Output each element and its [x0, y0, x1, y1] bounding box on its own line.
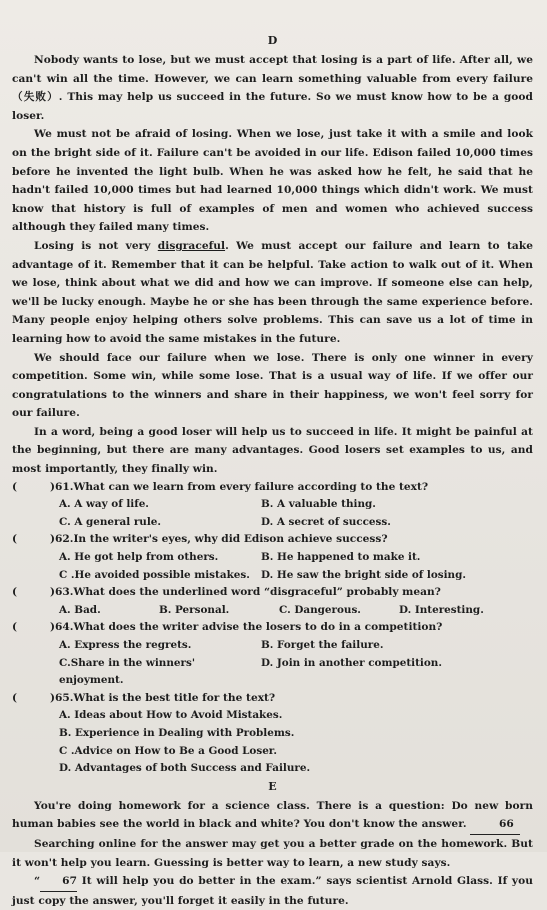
options-row: [12, 655, 533, 690]
option-a[interactable]: A. Express the regrets.: [59, 639, 192, 651]
option-c[interactable]: C. A general rule.: [59, 515, 162, 528]
options-row: [12, 549, 533, 567]
option-d[interactable]: D. He saw the bright side of losing.: [261, 568, 466, 581]
option-d[interactable]: D. A secret of success.: [261, 515, 391, 528]
question-61: [12, 479, 533, 497]
section-d-heading: D: [267, 34, 278, 47]
option-a[interactable]: A. Bad.: [59, 603, 101, 616]
options-row: [12, 602, 533, 620]
option-c[interactable]: C .He avoided possible mistakes.: [59, 568, 250, 581]
passage-d-paragraph-5: In a word, being a good loser will help us to succeed in life. It might be painful at the beginning, but there are many advantages. Good losers set examples to us, and most importantly, they finally win.: [12, 425, 533, 476]
option-b[interactable]: B. He happened to make it.: [261, 551, 421, 564]
question-stem: )61.What can we learn from every failure according to the text?: [50, 480, 429, 493]
open-quote: “: [34, 875, 41, 888]
paragraph-text: It will help you do better in the exam.” says scientist Arnold Glass. If you just copy the answer, you'll forget it easily in the future.: [12, 875, 533, 907]
passage-d-paragraph-2: We must not be afraid of losing. When we lose, just take it with a smile and look on the bright side of it. Failure can't be avoided in our life. Edison failed 10,000 times before he invented the light bulb. When he was asked how he felt, he said that he hadn't failed 10,000 times but had learned 10,000 things which didn't work. We must know that history is full of examples of men and women who achieved success although they failed many times.: [12, 128, 533, 234]
answer-bracket[interactable]: (: [12, 691, 18, 704]
blank-67[interactable]: 67: [40, 872, 77, 892]
question-64: [12, 619, 533, 637]
question-stem: )63.What does the underlined word “disgraceful” probably mean?: [50, 586, 441, 599]
option-d[interactable]: D. Interesting.: [399, 603, 484, 616]
option-b[interactable]: B. Forget the failure.: [261, 639, 384, 651]
answer-bracket[interactable]: (: [12, 621, 18, 634]
paragraph-text: You're doing homework for a science class. There is a question: Do new born human babies see the world in black and white? You don't know the answer.: [12, 799, 533, 831]
answer-bracket[interactable]: (: [12, 480, 18, 493]
paragraph-3-rest: . We must accept our failure and learn to take advantage of it. Remember that it can be helpful. Take action to walk out of it. When we lose, think about what we did and how we can improve. If someone else can help, we'll be lucky enough. Maybe he or she has been through the same experience before. Many people enjoy helping others solve problems. This can save us a lot of time in learning how to avoid the same mistakes in the future.: [12, 239, 533, 345]
passage-d-paragraph-1: Nobody wants to lose, but we must accept that losing is a part of life. After all, we can't win all the time. However, we can learn something valuable from every failure（失败）. This may help us succeed in the future. So we must know how to be a good loser.: [12, 54, 533, 122]
option-a[interactable]: A. A way of life.: [59, 498, 149, 511]
question-stem: )62.In the writer's eyes, why did Edison achieve success?: [50, 533, 388, 546]
option-b[interactable]: B. Personal.: [159, 603, 230, 616]
answer-bracket[interactable]: (: [12, 586, 18, 599]
question-63: [12, 584, 533, 602]
question-stem: )65.What is the best title for the text?: [50, 691, 276, 704]
passage-e-paragraph-1: [12, 797, 533, 835]
option-b[interactable]: B. A valuable thing.: [261, 498, 376, 511]
options-row: [12, 514, 533, 532]
underlined-word: disgraceful: [157, 239, 226, 252]
option-a[interactable]: A. Ideas about How to Avoid Mistakes.: [59, 709, 283, 722]
passage-d-paragraph-4: We should face our failure when we lose. There is only one winner in every competition. Some win, while some lose. That is a usual way of life. If we offer our congratulations to the winners and share in their happiness, we won't feel sorry for our failure.: [12, 351, 533, 420]
option-c[interactable]: C .Advice on How to Be a Good Loser.: [59, 744, 277, 757]
passage-d-paragraph-3: [12, 237, 533, 349]
blank-66[interactable]: 66: [470, 815, 520, 835]
passage-e-paragraph-3: [12, 872, 533, 910]
options-row: [12, 567, 533, 585]
option-a[interactable]: A. He got help from others.: [59, 551, 219, 564]
answer-bracket[interactable]: (: [12, 533, 18, 546]
option-c[interactable]: C. Dangerous.: [279, 603, 361, 616]
paragraph-3-lead: Losing is not very: [34, 239, 158, 252]
question-65: [12, 690, 533, 708]
option-d[interactable]: D. Join in another competition.: [261, 656, 442, 669]
option-c[interactable]: C.Share in the winners' enjoyment.: [59, 656, 196, 687]
option-d[interactable]: D. Advantages of both Success and Failure.: [59, 762, 311, 775]
question-62: [12, 531, 533, 549]
option-b[interactable]: B. Experience in Dealing with Problems.: [59, 726, 295, 739]
options-row: [12, 496, 533, 514]
section-e-heading: E: [268, 779, 277, 793]
question-stem: )64.What does the writer advise the losers to do in a competition?: [50, 621, 443, 634]
options-row: [12, 637, 533, 655]
passage-e-paragraph-2: Searching online for the answer may get you a better grade on the homework. But it won't help you learn. Guessing is better way to learn, a new study says.: [12, 837, 533, 869]
